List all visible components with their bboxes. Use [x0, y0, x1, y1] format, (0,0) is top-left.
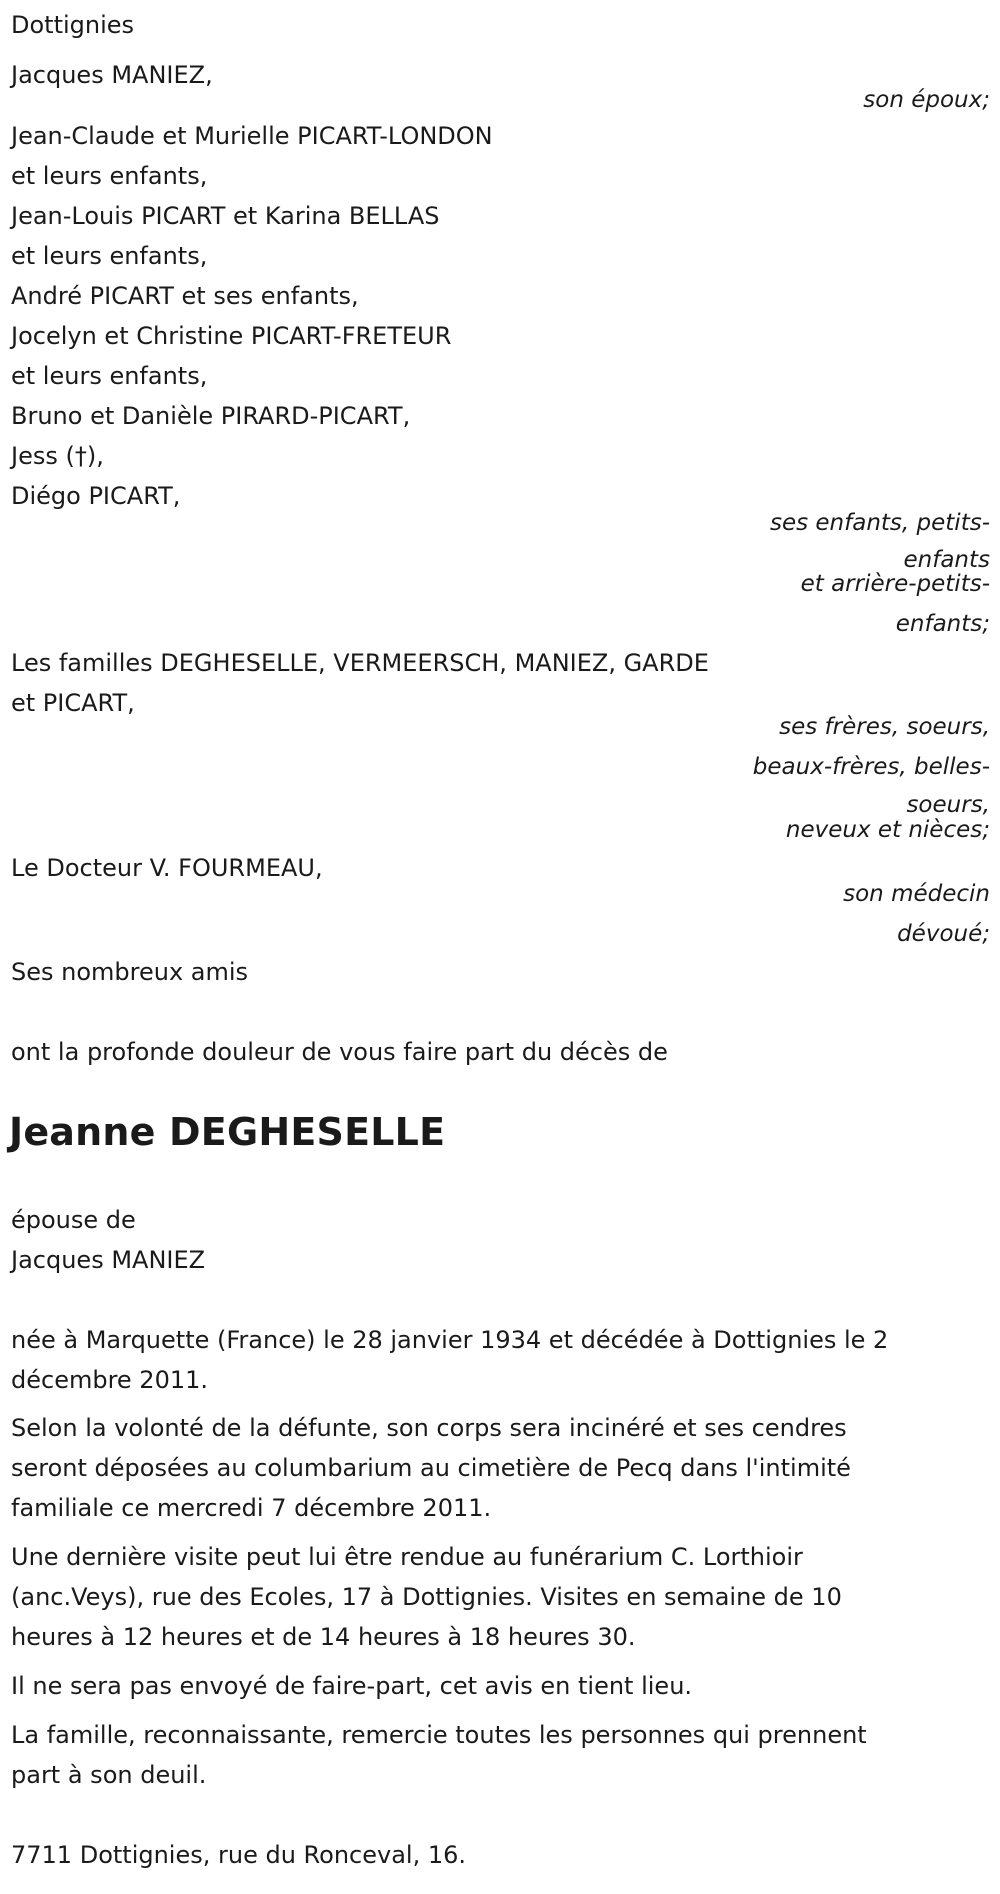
children-line: Bruno et Danièle PIRARD-PICART, — [11, 402, 411, 430]
spouse-role: son époux; — [863, 87, 990, 113]
thanks-line: La famille, reconnaissante, remercie toutes les personnes qui prennent — [11, 1721, 867, 1749]
children-line: et leurs enfants, — [11, 362, 208, 390]
address-line: 7711 Dottignies, rue du Ronceval, 16. — [11, 1841, 467, 1869]
children-line: André PICART et ses enfants, — [11, 282, 359, 310]
cremation-line: Selon la volonté de la défunte, son corps sera incinéré et ses cendres — [11, 1414, 847, 1442]
children-line: Jess (†), — [11, 442, 104, 470]
children-line: et leurs enfants, — [11, 162, 208, 190]
friends-line: Ses nombreux amis — [11, 958, 249, 986]
doctor-role-line: son médecin — [843, 881, 990, 907]
cremation-line: familiale ce mercredi 7 décembre 2011. — [11, 1494, 492, 1522]
children-line: et leurs enfants, — [11, 242, 208, 270]
siblings-role-line: ses frères, soeurs, — [779, 714, 990, 740]
town-heading: Dottignies — [11, 11, 135, 39]
notice-line: Il ne sera pas envoyé de faire-part, cet avis en tient lieu. — [11, 1672, 693, 1700]
visit-line: (anc.Veys), rue des Ecoles, 17 à Dottignies. Visites en semaine de 10 — [11, 1583, 842, 1611]
siblings-role-line: soeurs, — [906, 792, 990, 818]
thanks-line: part à son deuil. — [11, 1761, 207, 1789]
cremation-line: seront déposées au columbarium au cimetière de Pecq dans l'intimité — [11, 1454, 851, 1482]
birth-line: née à Marquette (France) le 28 janvier 1934 et décédée à Dottignies le 2 — [11, 1326, 889, 1354]
children-line: Jean-Claude et Murielle PICART-LONDON — [11, 122, 493, 150]
children-line: Jocelyn et Christine PICART-FRETEUR — [11, 322, 452, 350]
children-role-line: enfants; — [895, 611, 990, 637]
siblings-role-line: neveux et nièces; — [785, 817, 990, 843]
siblings-role-line: beaux-frères, belles- — [752, 754, 990, 780]
relation-line: épouse de — [11, 1206, 136, 1234]
visit-line: Une dernière visite peut lui être rendue au funérarium C. Lorthioir — [11, 1543, 803, 1571]
children-role-line: ses enfants, petits- — [769, 510, 990, 536]
spouse-name: Jacques MANIEZ, — [11, 61, 213, 89]
children-line: Diégo PICART, — [11, 482, 181, 510]
birth-line: décembre 2011. — [11, 1366, 209, 1394]
children-line: Jean-Louis PICART et Karina BELLAS — [11, 202, 440, 230]
deceased-spouse: Jacques MANIEZ — [11, 1246, 206, 1274]
deceased-name: Jeanne DEGHESELLE — [9, 1110, 446, 1154]
families-line: et PICART, — [11, 689, 135, 717]
doctor-name: Le Docteur V. FOURMEAU, — [11, 854, 323, 882]
children-role-line: et arrière-petits- — [800, 571, 990, 597]
visit-line: heures à 12 heures et de 14 heures à 18 heures 30. — [11, 1623, 636, 1651]
families-line: Les familles DEGHESELLE, VERMEERSCH, MANIEZ, GARDE — [11, 649, 709, 677]
doctor-role-line: dévoué; — [897, 921, 990, 947]
announcement-line: ont la profonde douleur de vous faire part du décès de — [11, 1038, 668, 1066]
children-role-line: enfants — [903, 547, 990, 573]
